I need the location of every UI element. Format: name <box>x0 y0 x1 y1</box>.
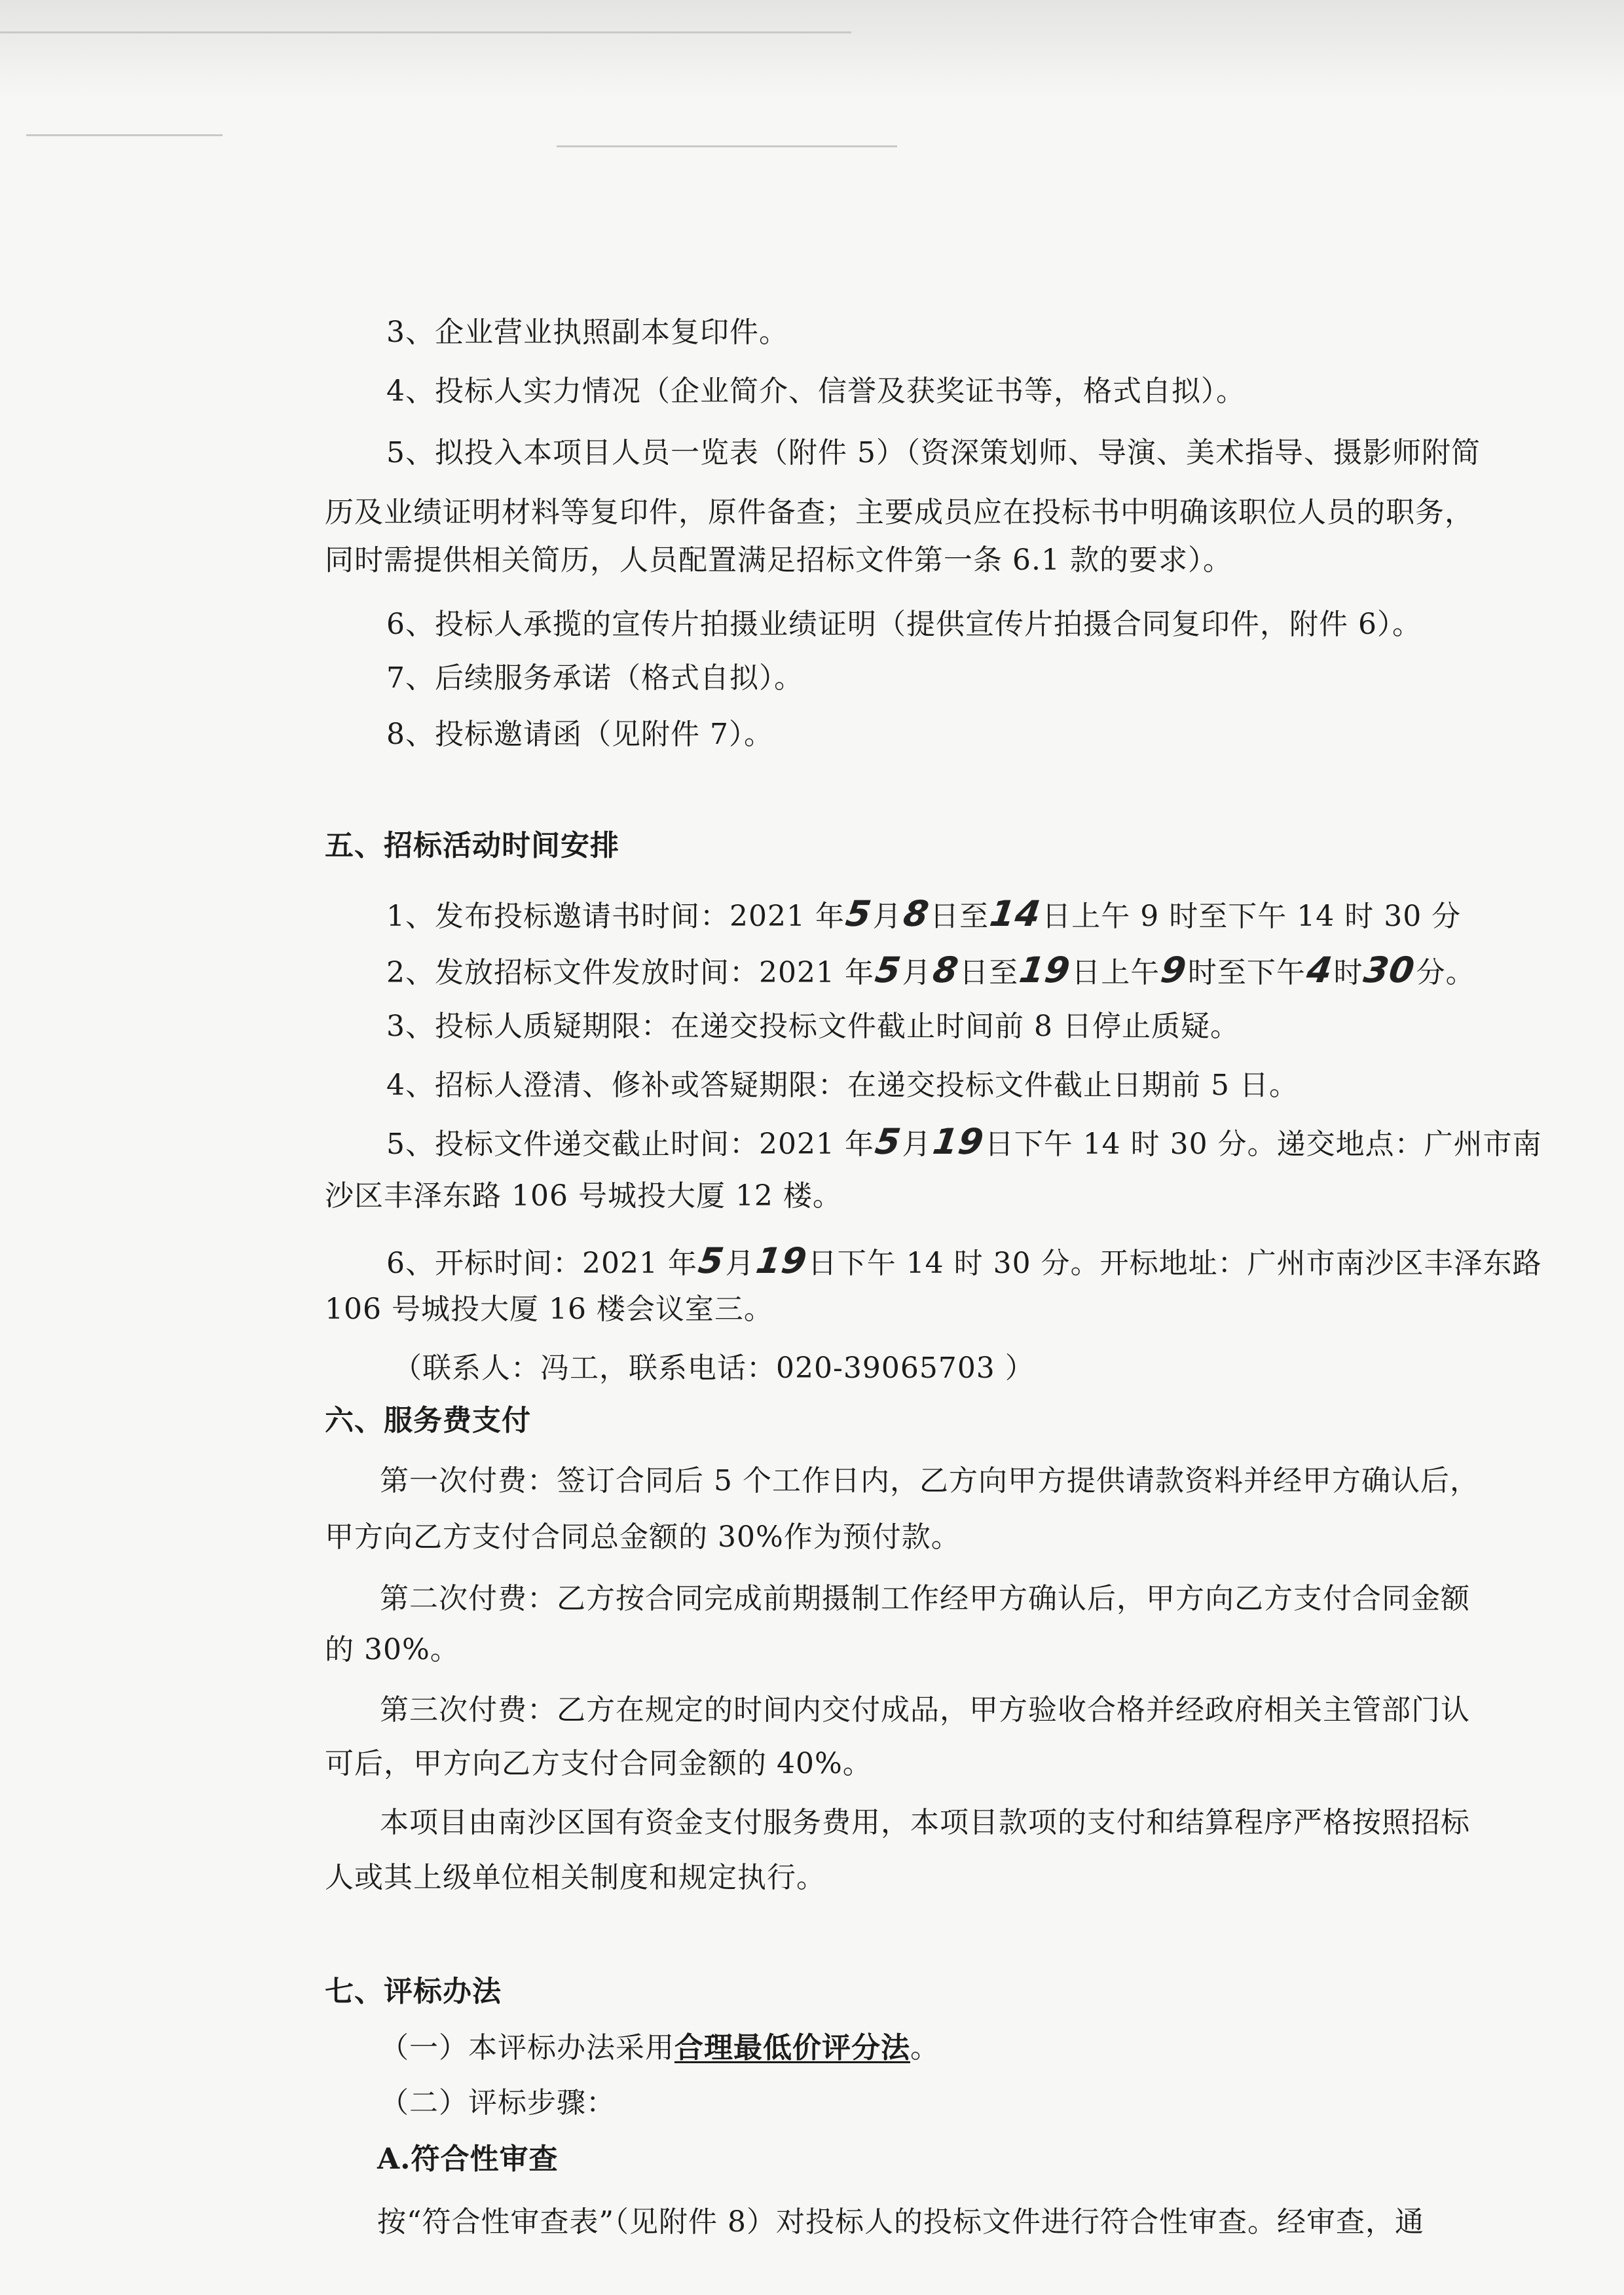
schedule-line <box>386 951 1624 993</box>
text: 日至 <box>959 956 1019 989</box>
section-heading: 五、招标活动时间安排 <box>325 829 619 862</box>
text: 日至 <box>930 900 989 933</box>
handwritten-day: 8 <box>900 893 932 934</box>
list-item-continuation: 历及业绩证明材料等复印件，原件备查；主要成员应在投标书中明确该职位人员的职务， <box>325 496 1474 529</box>
text: 6、开标时间：2021 年 <box>386 1247 697 1280</box>
handwritten-month: 5 <box>843 893 875 934</box>
text: 日下午 14 时 30 分。递交地点：广州市南 <box>984 1128 1542 1161</box>
handwritten-minute: 30 <box>1361 949 1418 991</box>
paragraph-line: 第一次付费：签订合同后 5 个工作日内，乙方向甲方提供请款资料并经甲方确认后， <box>380 1464 1479 1497</box>
text: 分。 <box>1416 956 1475 989</box>
handwritten-month: 5 <box>872 1121 904 1162</box>
list-item: 7、后续服务承诺（格式自拟）。 <box>386 661 803 695</box>
list-item: 6、投标人承揽的宣传片拍摄业绩证明（提供宣传片拍摄合同复印件，附件 6）。 <box>386 608 1422 641</box>
schedule-line <box>386 1241 1624 1283</box>
text: 月 <box>902 956 932 989</box>
text: 月 <box>902 1128 932 1161</box>
handwritten-hour: 4 <box>1304 949 1335 991</box>
text: 日上午 9 时至下午 14 时 30 分 <box>1042 900 1462 933</box>
paragraph-line: 的 30%。 <box>325 1633 460 1666</box>
sub-heading: A.符合性审查 <box>377 2142 559 2176</box>
contact-info: （联系人：冯工，联系电话：020-39065703 ） <box>393 1351 1035 1385</box>
schedule-line <box>386 1122 1624 1164</box>
paragraph-line: 第三次付费：乙方在规定的时间内交付成品，甲方验收合格并经政府相关主管部门认 <box>380 1693 1470 1727</box>
text: 月 <box>872 900 902 933</box>
handwritten-month: 5 <box>695 1240 728 1281</box>
section-heading: 六、服务费支付 <box>325 1404 531 1437</box>
paragraph-line: 按“符合性审查表”（见附件 8）对投标人的投标文件进行符合性审查。经审查，通 <box>377 2205 1424 2239</box>
handwritten-day: 14 <box>987 893 1044 934</box>
text: 日上午 <box>1071 956 1160 989</box>
paragraph-line: 可后，甲方向乙方支付合同金额的 40%。 <box>325 1747 872 1780</box>
handwritten-month: 5 <box>872 949 904 991</box>
schedule-line-continuation: 沙区丰泽东路 106 号城投大厦 12 楼。 <box>325 1179 842 1213</box>
handwritten-day: 19 <box>753 1240 810 1281</box>
text: 2、发放招标文件发放时间：2021 年 <box>386 956 874 989</box>
list-item: 5、拟投入本项目人员一览表（附件 5）（资深策划师、导演、美术指导、摄影师附简 <box>386 436 1481 469</box>
paragraph-line: （二）评标步骤： <box>380 2086 616 2120</box>
text: （一）本评标办法采用 <box>380 2031 674 2065</box>
handwritten-day: 8 <box>930 949 961 991</box>
text: 日下午 14 时 30 分。开标地址：广州市南沙区丰泽东路 <box>807 1247 1542 1280</box>
text: 时 <box>1333 956 1363 989</box>
paragraph-line: 第二次付费：乙方按合同完成前期摄制工作经甲方确认后，甲方向乙方支付合同金额 <box>380 1582 1470 1615</box>
paragraph-line <box>380 2029 1624 2068</box>
section-heading: 七、评标办法 <box>325 1975 502 2008</box>
text: 时至下午 <box>1187 956 1306 989</box>
paragraph-line: 本项目由南沙区国有资金支付服务费用，本项目款项的支付和结算程序严格按照招标 <box>380 1806 1470 1839</box>
paragraph-line: 甲方向乙方支付合同总金额的 30%作为预付款。 <box>325 1520 961 1554</box>
schedule-line: 3、投标人质疑期限：在递交投标文件截止时间前 8 日停止质疑。 <box>386 1010 1240 1043</box>
text: 1、发布投标邀请书时间：2021 年 <box>386 900 845 933</box>
list-item: 4、投标人实力情况（企业简介、信誉及获奖证书等，格式自拟）。 <box>386 375 1246 408</box>
list-item-continuation: 同时需提供相关简历，人员配置满足招标文件第一条 6.1 款的要求）。 <box>325 543 1232 577</box>
handwritten-day: 19 <box>1016 949 1073 991</box>
handwritten-hour: 9 <box>1158 949 1190 991</box>
text: 月 <box>725 1247 755 1280</box>
schedule-line-continuation: 106 号城投大厦 16 楼会议室三。 <box>325 1293 773 1326</box>
text: 5、投标文件递交截止时间：2021 年 <box>386 1128 874 1161</box>
evaluation-method: 合理最低价评分法 <box>674 2031 910 2065</box>
list-item: 8、投标邀请函（见附件 7）。 <box>386 718 773 751</box>
schedule-line <box>386 894 1624 936</box>
handwritten-day: 19 <box>930 1121 987 1162</box>
schedule-line: 4、招标人澄清、修补或答疑期限：在递交投标文件截止日期前 5 日。 <box>386 1069 1299 1102</box>
text: 。 <box>910 2031 940 2065</box>
paragraph-line: 人或其上级单位相关制度和规定执行。 <box>325 1861 826 1894</box>
list-item: 3、企业营业执照副本复印件。 <box>386 316 788 349</box>
